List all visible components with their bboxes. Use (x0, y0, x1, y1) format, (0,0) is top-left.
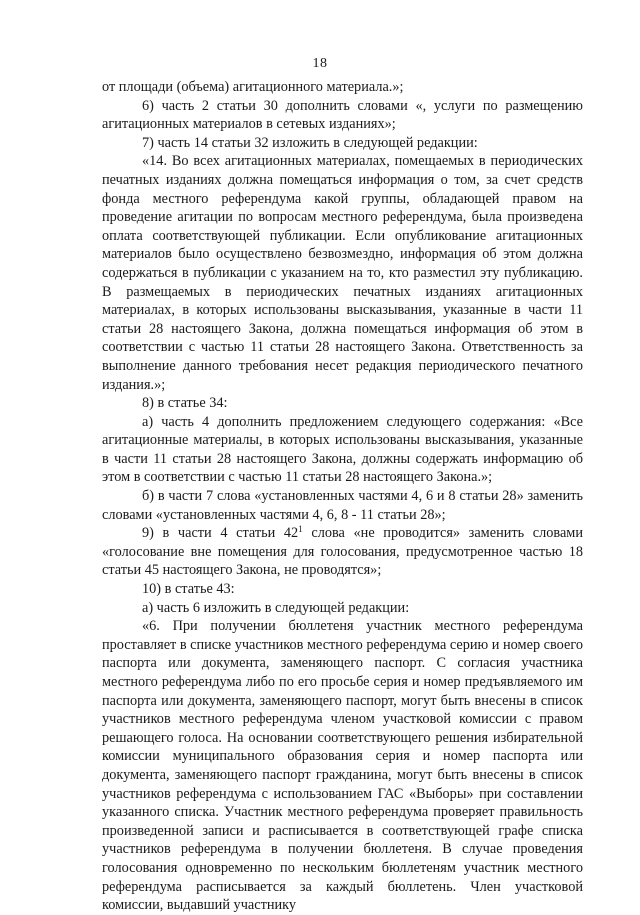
paragraph-item-9 (102, 524, 583, 580)
paragraph-item-9-start: 9) в части 4 статьи 42 (142, 525, 299, 542)
paragraph-item-9-end: слова «не проводится» заменить словами «голосование вне помещения для голосования, предусмотренное частью 18 статьи 45 настоящего Закона, не проводятся»; (102, 525, 584, 579)
paragraph-continuation: от площади (объема) агитационного материала.»; (102, 79, 404, 95)
paragraph-item-8b: б) в части 7 слова «установленных частями 4, 6 и 8 статьи 28» заменить словами «установленных частями 4, 6, 8 - 11 статьи 28»; (102, 488, 583, 523)
paragraph-item-7: 7) часть 14 статьи 32 изложить в следующей редакции: (142, 134, 478, 151)
paragraph-item-8a: а) часть 4 дополнить предложением следующего содержания: «Все агитационные материалы, в которых использованы высказывания, указанные в части 11 статьи 28 настоящего Закона, должны содержать информацию об этом в соответствии с частью 11 статьи 28 настоящего Закона.»; (102, 413, 583, 486)
paragraph-item-10a: а) часть 6 изложить в следующей редакции: (142, 599, 410, 616)
paragraph-part-6-quote: «6. При получении бюллетеня участник местного референдума проставляет в списке участников местного референдума серию и номер своего паспорта или документа, заменяющего паспорт. С согласия участника местного референдума либо по его просьбе серия и номер предъявляемого им паспорта или документа, заменяющего паспорт, могут быть внесены в список участников местного референдума членом участковой комиссии с правом решающего голоса. На основании соответствующего решения избирательной комиссии муниципального образования серия и номер паспорта или документа, заменяющего паспорт гражданина, могут быть внесены в список участников референдума с использованием ГАС «Выборы» при составлении указанного списка. Участник местного референдума проверяет правильность произведенной записи и расписывается в соответствующей графе списка участников референдума в получении бюллетеня. В случае проведения голосования одновременно по нескольким бюллетеням участник местного референдума расписывается за каждый бюллетень. Член участковой комиссии, выдавший участнику (102, 618, 583, 914)
document-body (102, 78, 583, 915)
paragraph-article-14-quote: «14. Во всех агитационных материалах, помещаемых в периодических печатных изданиях должна помещаться информация о том, за счет средств фонда местного референдума какой группы, обладающей правом на проведение агитации по вопросам местного референдума, была произведена оплата соответствующей публикации. Если опубликование агитационных материалов было осуществлено безвозмездно, информация об этом должна содержаться в публикации с указанием на то, кто разместил эту публикацию. В размещаемых в периодических печатных изданиях агитационных материалах, в которых использованы высказывания, указанные в части 11 статьи 28 настоящего Закона, должна помещаться информация об этом в соответствии с частью 11 статьи 28 настоящего Закона. Ответственность за выполнение данного требования несет редакция периодического печатного издания.»; (102, 153, 583, 393)
page-number: 18 (312, 56, 328, 71)
paragraph-item-8: 8) в статье 34: (142, 395, 228, 412)
superscript-1: 1 (298, 524, 303, 535)
paragraph-item-6: 6) часть 2 статьи 30 дополнить словами «, услуги по размещению агитационных материалов в сетевых изданиях»; (102, 97, 583, 133)
paragraph-item-10: 10) в статье 43: (142, 581, 235, 598)
